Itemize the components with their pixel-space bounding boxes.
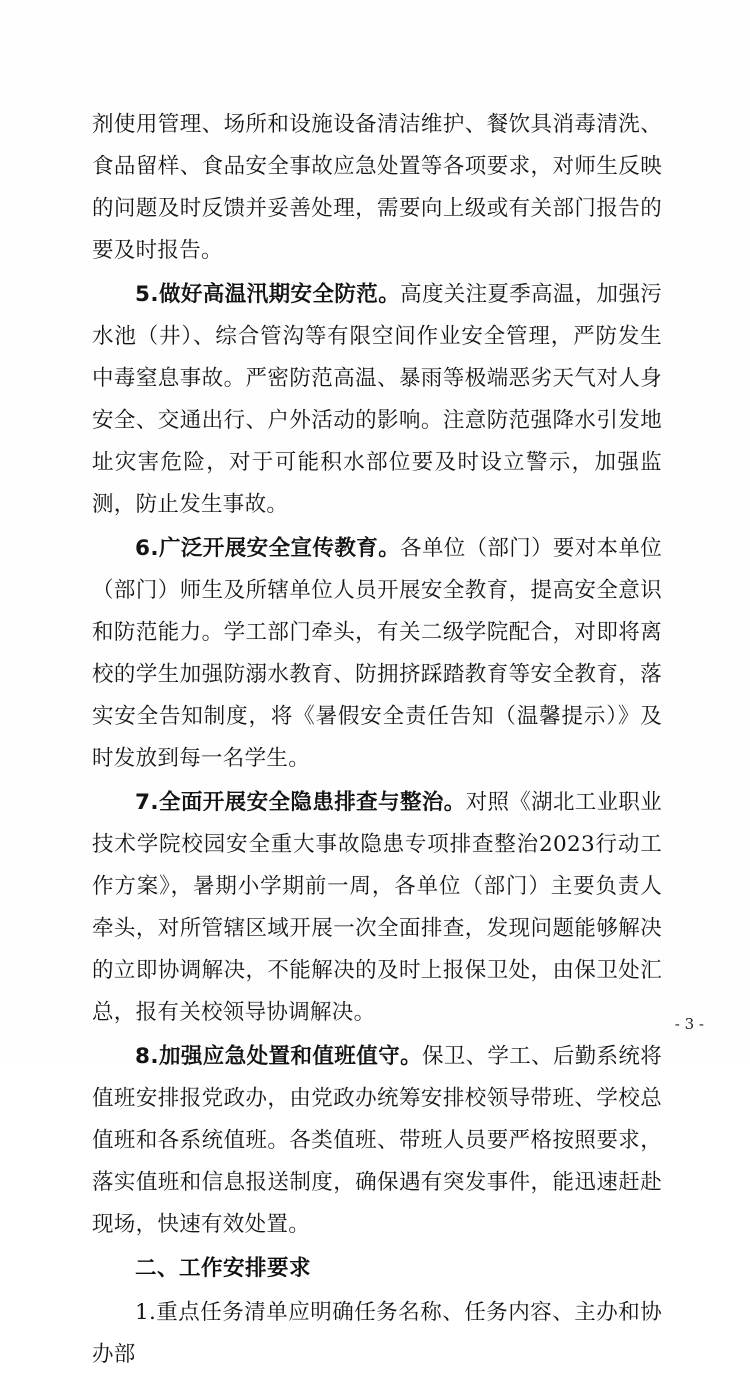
paragraph-item-6 [92, 528, 662, 780]
section-heading: 二、工作安排要求 [135, 1256, 312, 1281]
paragraph-item-8 [92, 1036, 662, 1246]
paragraph-item-5-text: 高度关注夏季高温，加强污水池（井）、综合管沟等有限空间作业安全管理，严防发生中毒窒息事故。严密防范高温、暴雨等极端恶劣天气对人身安全、交通出行、户外活动的影响。注意防范强降水引发地址灾害危险，对于可能积水部位要及时设立警示，加强监测，防止发生事故。 [92, 282, 662, 517]
document-body [92, 104, 662, 1378]
paragraph-continued: 剂使用管理、场所和设施设备清洁维护、餐饮具消毒清洗、食品留样、食品安全事故应急处置等各项要求，对师生反映的问题及时反馈并妥善处理，需要向上级或有关部门报告的要及时报告。 [92, 112, 662, 263]
page-number: - 3 - [674, 1015, 704, 1033]
paragraph-item-7-text: 对照《湖北工业职业技术学院校园安全重大事故隐患专项排查整治2023行动工作方案》，暑期小学期前一周，各单位（部门）主要负责人牵头，对所管辖区域开展一次全面排查，发现问题能够解决的立即协调解决，不能解决的及时上报保卫处，由保卫处汇总，报有关校领导协调解决。 [92, 790, 662, 1025]
paragraph-item-6-text: 各单位（部门）要对本单位（部门）师生及所辖单位人员开展安全教育，提高安全意识和防范能力。学工部门牵头，有关二级学院配合，对即将离校的学生加强防溺水教育、防拥挤踩踏教育等安全教育，落实安全告知制度，将《暑假安全责任告知（温馨提示）》及时发放到每一名学生。 [92, 536, 662, 771]
paragraph-item-1-next: 1.重点任务清单应明确任务名称、任务内容、主办和协办部 [92, 1300, 662, 1367]
paragraph-item-7-lead: 7.全面开展安全隐患排查与整治。 [135, 790, 466, 815]
paragraph-item-8-text: 保卫、学工、后勤系统将值班安排报党政办，由党政办统筹安排校领导带班、学校总值班和各系统值班。各类值班、带班人员要严格按照要求，落实值班和信息报送制度，确保遇有突发事件，能迅速赶赴现场，快速有效处置。 [92, 1044, 662, 1237]
paragraph-item-6-lead: 6.广泛开展安全宣传教育。 [135, 536, 401, 561]
paragraph-item-5-lead: 5.做好高温汛期安全防范。 [135, 282, 401, 307]
paragraph-item-5 [92, 274, 662, 526]
paragraph-item-8-lead: 8.加强应急处置和值班值守。 [135, 1044, 422, 1069]
paragraph-item-7 [92, 782, 662, 1034]
